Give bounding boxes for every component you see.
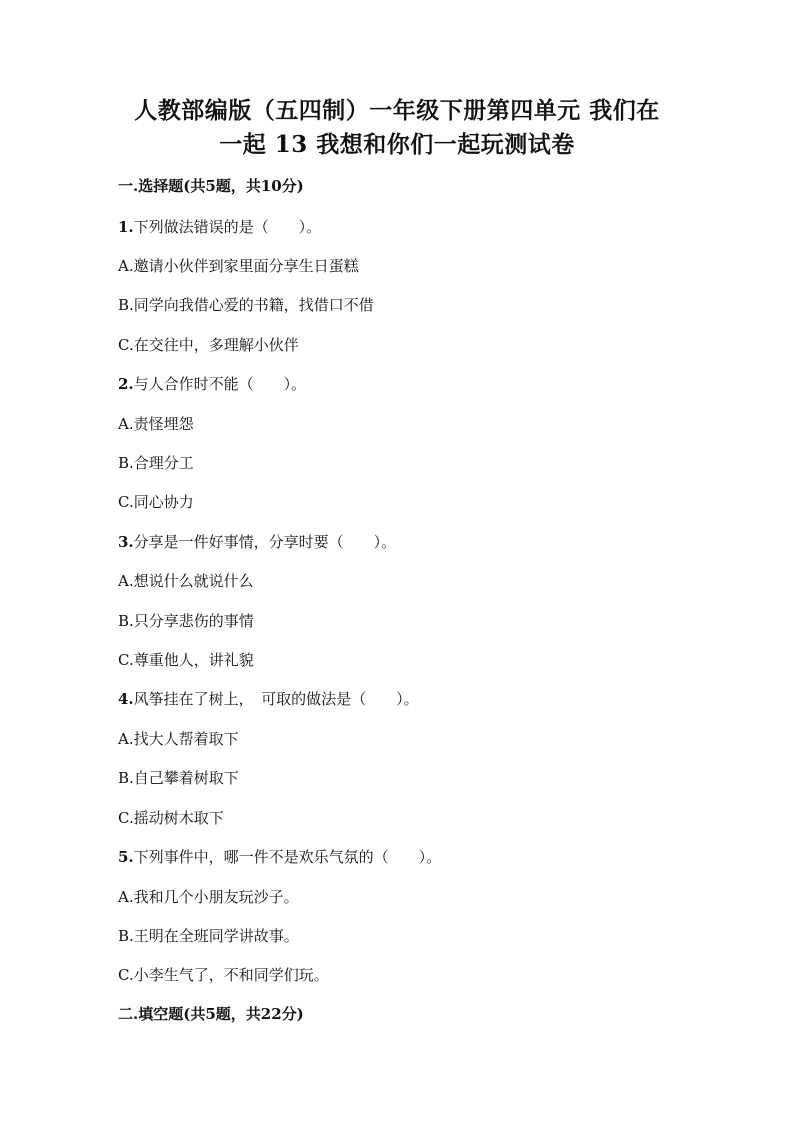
question-4-option-a: A.找大人帮着取下 [118,730,239,748]
question-number: 5. [118,848,134,866]
section-heading-fill-in: 二.填空题(共5题，共22分) [118,1005,304,1023]
question-number: 1. [118,218,134,236]
question-stem: 风筝挂在了树上， 可取的做法是（ ）。 [133,690,419,708]
question-stem: 下列事件中，哪一件不是欢乐气氛的（ ）。 [133,848,442,866]
question-4 [118,688,419,710]
question-1-option-c: C.在交往中，多理解小伙伴 [118,336,299,354]
question-5-option-a: A.我和几个小朋友玩沙子。 [118,888,299,906]
question-1 [118,216,321,238]
page-title-line-1: 人教部编版（五四制）一年级下册第四单元 我们在 [134,97,660,124]
question-5-option-c: C.小李生气了，不和同学们玩。 [118,966,329,984]
question-1-option-a: A.邀请小伙伴到家里面分享生日蛋糕 [118,257,359,275]
question-5 [118,846,441,868]
question-4-option-c: C.摇动树木取下 [118,809,224,827]
question-3 [118,531,396,553]
question-5-option-b: B.王明在全班同学讲故事。 [118,927,299,945]
page-title-line-2: 一起 13 我想和你们一起玩测试卷 [219,131,575,158]
question-3-option-c: C.尊重他人，讲礼貌 [118,651,254,669]
question-number: 4. [118,690,134,708]
question-stem: 下列做法错误的是（ ）。 [133,218,322,236]
question-stem: 分享是一件好事情，分享时要（ ）。 [133,533,397,551]
question-1-option-b: B.同学向我借心爱的书籍，找借口不借 [118,296,374,314]
question-2-option-b: B.合理分工 [118,454,194,472]
question-number: 3. [118,533,134,551]
question-4-option-b: B.自己攀着树取下 [118,769,239,787]
question-3-option-b: B.只分享悲伤的事情 [118,612,254,630]
question-stem: 与人合作时不能（ ）。 [133,375,307,393]
question-3-option-a: A.想说什么就说什么 [118,572,254,590]
question-2 [118,373,306,395]
question-number: 2. [118,375,134,393]
question-2-option-a: A.责怪埋怨 [118,415,194,433]
question-2-option-c: C.同心协力 [118,493,194,511]
section-heading-choice: 一.选择题(共5题，共10分) [118,177,304,195]
